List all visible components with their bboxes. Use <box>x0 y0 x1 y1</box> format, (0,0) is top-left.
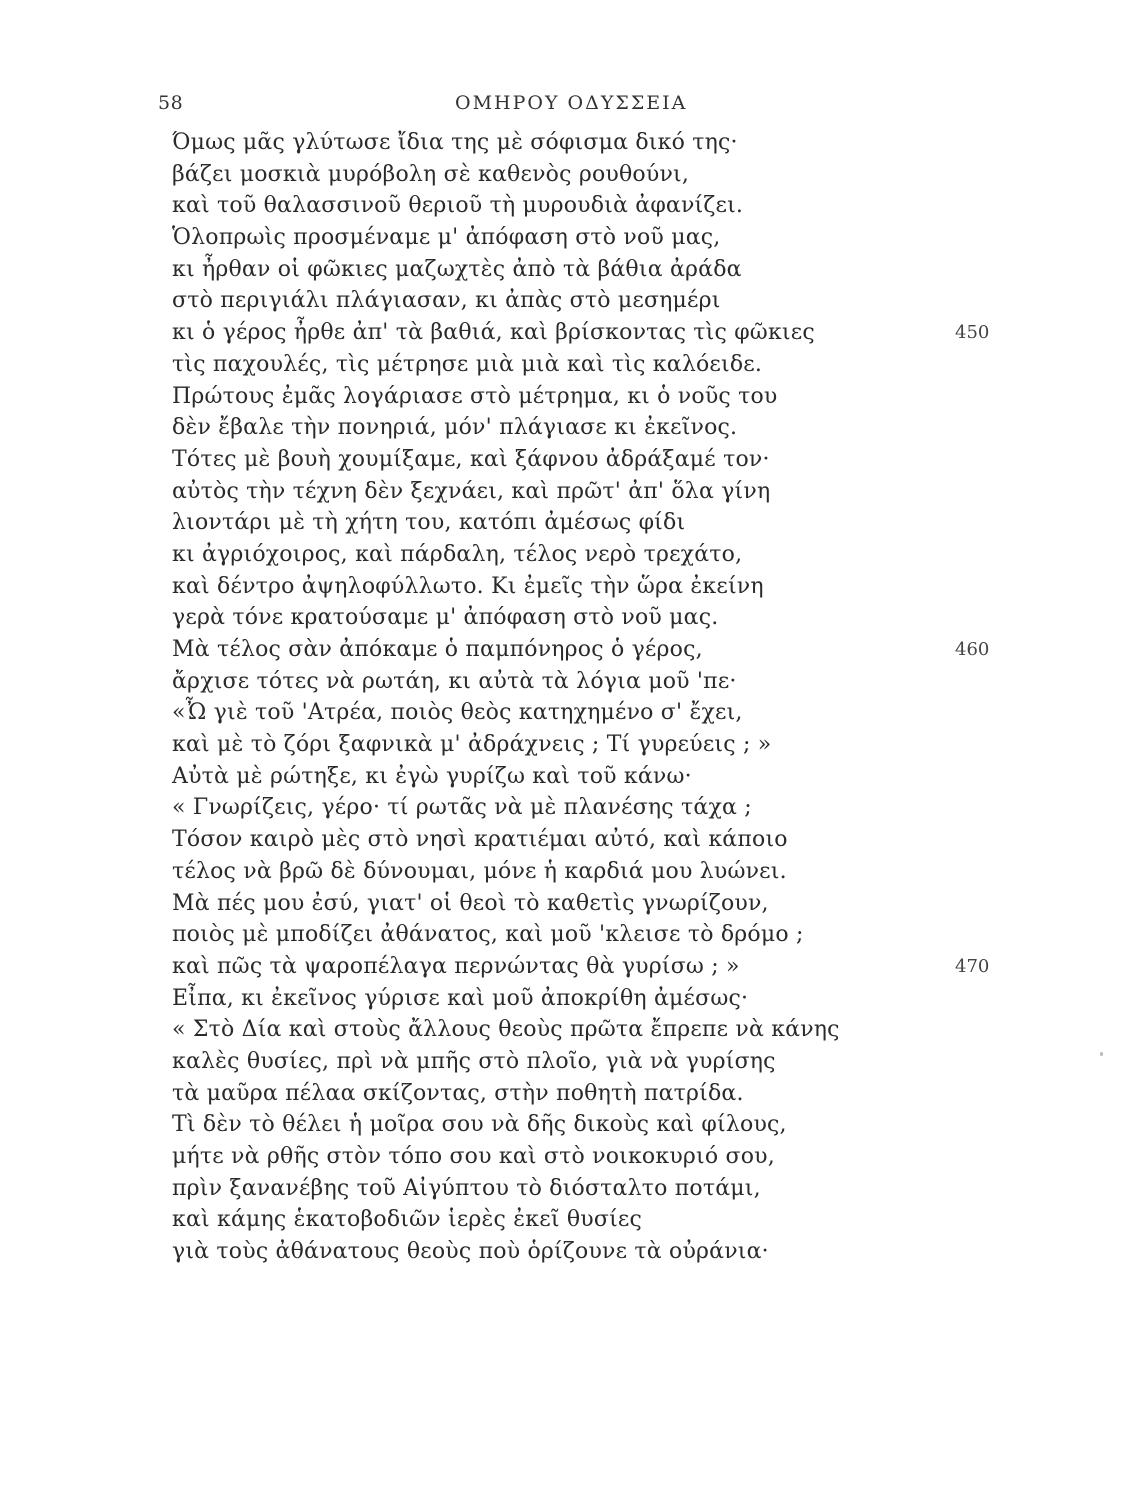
verse-line: Τὶ δὲν τὸ θέλει ἡ μοῖρα σου νὰ δῆς δικοὺς καὶ φίλους, <box>172 1112 787 1138</box>
verse-line: καὶ δέντρο ἀψηλοφύλλωτο. Κι ἐμεῖς τὴν ὥρα ἐκείνη <box>172 573 764 599</box>
verse-line: Ὁλοπρωὶς προσμέναμε μ' ἀπόφαση στὸ νοῦ μας, <box>172 225 721 251</box>
verse-line: «Ὦ γιὲ τοῦ 'Ατρέα, ποιὸς θεὸς κατηχημένο σ' ἔχει, <box>172 700 743 726</box>
verse-line: λιοντάρι μὲ τὴ χήτη του, κατόπι ἀμέσως φίδι <box>172 510 686 536</box>
verse-line: καὶ πῶς τὰ ψαροπέλαγα περνώντας θὰ γυρίσω ; » <box>172 953 740 979</box>
verse-line: πρὶν ξανανέβης τοῦ Αἰγύπτου τὸ διόσταλτο ποτάμι, <box>172 1175 761 1201</box>
verse-line: Τόσον καιρὸ μὲς στὸ νησὶ κρατιέμαι αὐτό, καὶ κάποιο <box>172 827 788 853</box>
verse-line: κι ἦρθαν οἱ φῶκιες μαζωχτὲς ἀπὸ τὰ βάθια ἀράδα <box>172 256 742 282</box>
verse-line: ἄρχισε τότες νὰ ρωτάη, κι αὐτὰ τὰ λόγια μοῦ 'πε· <box>172 668 737 694</box>
verse-line: καλὲς θυσίες, πρὶ νὰ μπῆς στὸ πλοῖο, γιὰ νὰ γυρίσης <box>172 1048 776 1074</box>
verse-line: γιὰ τοὺς ἀθάνατους θεοὺς ποὺ ὁρίζουνε τὰ οὐράνια· <box>172 1239 769 1265</box>
verse-line: τέλος νὰ βρῶ δὲ δύνουμαι, μόνε ἡ καρδιά μου λυώνει. <box>172 858 787 884</box>
verse-line: γερὰ τόνε κρατούσαμε μ' ἀπόφαση στὸ νοῦ μας. <box>172 605 719 631</box>
verse-line: βάζει μοσκιὰ μυρόβολη σὲ καθενὸς ρουθούνι, <box>172 161 690 187</box>
verse-line: τὶς παχουλές, τὶς μέτρησε μιὰ μιὰ καὶ τὶς καλόειδε. <box>172 351 763 377</box>
verse-line: αὐτὸς τὴν τέχνη δὲν ξεχνάει, καὶ πρῶτ' ἀπ' ὅλα γίνη <box>172 478 771 504</box>
line-number: 450 <box>955 322 990 344</box>
verse-block <box>172 127 990 1268</box>
page-number: 58 <box>158 92 184 114</box>
running-title: ΟΜΗΡΟΥ ΟΔΥΣΣΕΙΑ <box>455 92 688 114</box>
verse-line: Αὐτὰ μὲ ρώτηξε, κι ἐγὼ γυρίζω καὶ τοῦ κάνω· <box>172 763 692 789</box>
verse-line: Μὰ τέλος σὰν ἀπόκαμε ὁ παμπόνηρος ὁ γέρος, <box>172 637 703 662</box>
verse-line: « Στὸ Δία καὶ στοὺς ἄλλους θεοὺς πρῶτα ἔπρεπε νὰ κάνης <box>172 1017 840 1043</box>
paper-speck <box>1100 1052 1103 1056</box>
verse-line: Τότες μὲ βουὴ χουμίξαμε, καὶ ξάφνου ἀδράξαμέ τον· <box>172 446 770 472</box>
line-number: 470 <box>955 956 990 978</box>
verse-line: δὲν ἔβαλε τὴν πονηριά, μόν' πλάγιασε κι ἐκεῖνος. <box>172 415 738 441</box>
verse-line: Μὰ πές μου ἐσύ, γιατ' οἱ θεοὶ τὸ καθετὶς γνωρίζουν, <box>172 890 769 916</box>
verse-line: μήτε νὰ ρθῆς στὸν τόπο σου καὶ στὸ νοικοκυριό σου, <box>172 1144 775 1169</box>
verse-line: καὶ τοῦ θαλασσινοῦ θεριοῦ τὴ μυρουδιὰ ἀφανίζει. <box>172 193 744 219</box>
verse-line: « Γνωρίζεις, γέρο· τί ρωτᾶς νὰ μὲ πλανέσης τάχα ; <box>172 795 752 821</box>
verse-line: ποιὸς μὲ μποδίζει ἀθάνατος, καὶ μοῦ 'κλεισε τὸ δρόμο ; <box>172 922 804 948</box>
verse-line: κι ἀγριόχοιρος, καὶ πάρδαλη, τέλος νερὸ τρεχάτο, <box>172 541 743 567</box>
verse-line: κι ὁ γέρος ἦρθε ἀπ' τὰ βαθιά, καὶ βρίσκοντας τὶς φῶκιες <box>172 320 815 346</box>
verse-line: Όμως μᾶς γλύτωσε ἴδια της μὲ σόφισμα δικό της· <box>172 130 738 155</box>
verse-line: Εἶπα, κι ἐκεῖνος γύρισε καὶ μοῦ ἀποκρίθη ἀμέσως· <box>172 985 749 1011</box>
verse-line: Πρώτους ἐμᾶς λογάριασε στὸ μέτρημα, κι ὁ νοῦς του <box>172 383 778 409</box>
line-number: 460 <box>955 639 990 661</box>
verse-line: καὶ μὲ τὸ ζόρι ξαφνικὰ μ' ἀδράχνεις ; Τί γυρεύεις ; » <box>172 732 772 758</box>
verse-line: στὸ περιγιάλι πλάγιασαν, κι ἀπὰς στὸ μεσημέρι <box>172 288 721 314</box>
page-header <box>0 92 1143 122</box>
verse-line: καὶ κάμης ἑκατοβοδιῶν ἱερὲς ἐκεῖ θυσίες <box>172 1207 643 1233</box>
verse-line: τὰ μαῦρα πέλαα σκίζοντας, στὴν ποθητὴ πατρίδα. <box>172 1080 744 1106</box>
